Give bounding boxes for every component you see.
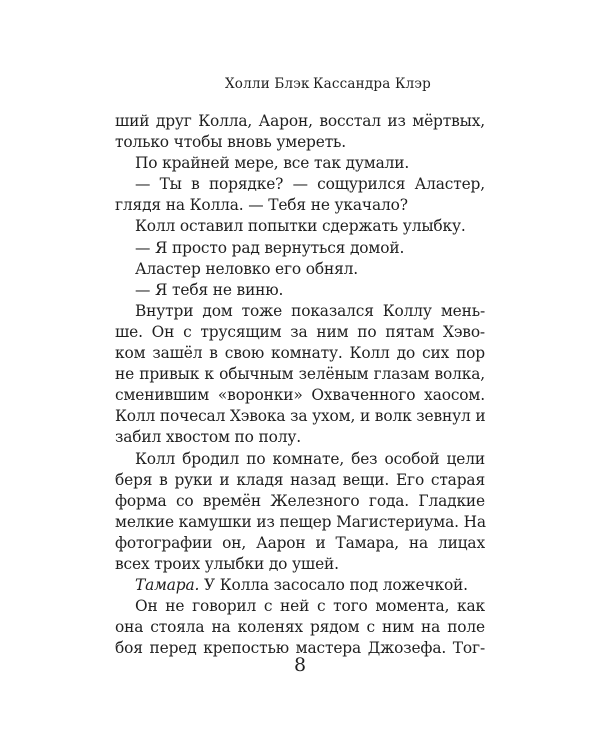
text-line: фотографии он, Аарон и Тамара, на лицах [115,533,485,552]
body-text [115,111,485,659]
text-line: Колл почесал Хэвока за ухом, и волк зевнул и [115,407,486,426]
text-line: Он не говорил с ней с того момента, как [135,597,485,616]
text-line: Аластер неловко его обнял. [135,259,359,278]
text-line: Внутри дом тоже показался Коллу мень- [135,301,485,320]
running-header [115,76,485,96]
text-line: она стояла на коленях рядом с ним на поле [115,618,485,637]
text-line: Колл оставил попытки сдержать улыбку. [135,217,466,236]
header-author-cassandra-clare: Кассандра Клэр [313,76,431,92]
text-line: сменившим «воронки» Охваченного хаосом. [115,386,485,405]
text-line: глядя на Колла. — Тебя не укачало? [115,196,408,215]
text-line: только чтобы вновь умереть. [115,133,347,152]
text-line: ком зашёл в свою комнату. Колл до сих пор [115,344,485,363]
text-line: — Я тебя не виню. [135,280,284,299]
page-number: 8 [293,654,307,676]
text-line: Колл бродил по комнате, без особой цели [135,449,485,468]
text-line: всех троих улыбки до ушей. [115,554,339,573]
text-line-with-italic [115,575,485,596]
text-line: мелкие камушки из пещер Магистериума. На [115,512,486,531]
text-line: беря в руки и кладя назад вещи. Его старая [115,470,485,489]
text-line: форма со времён Железного года. Гладкие [115,491,485,510]
text-line: ше. Он с трусящим за ним по пятам Хэво- [115,322,485,341]
text-line: забил хвостом по полу. [115,428,302,447]
text-line: — Я просто рад вернуться домой. [135,238,405,257]
text-line-rest: У Колла засосало под ложечкой. [199,576,468,595]
text-line: — Ты в порядке? — сощурился Аластер, [135,175,485,194]
text-line: По крайней мере, все так думали. [135,154,410,173]
italic-name-tamara: Тамара. [135,576,200,595]
header-author-holly-black: Холли Блэк [225,76,310,92]
text-line: боя перед крепостью мастера Джозефа. Тог- [115,639,485,658]
text-line: ший друг Колла, Аарон, восстал из мёртвых, [115,112,485,130]
text-line: не привык к обычным зелёным глазам волка, [115,365,485,384]
